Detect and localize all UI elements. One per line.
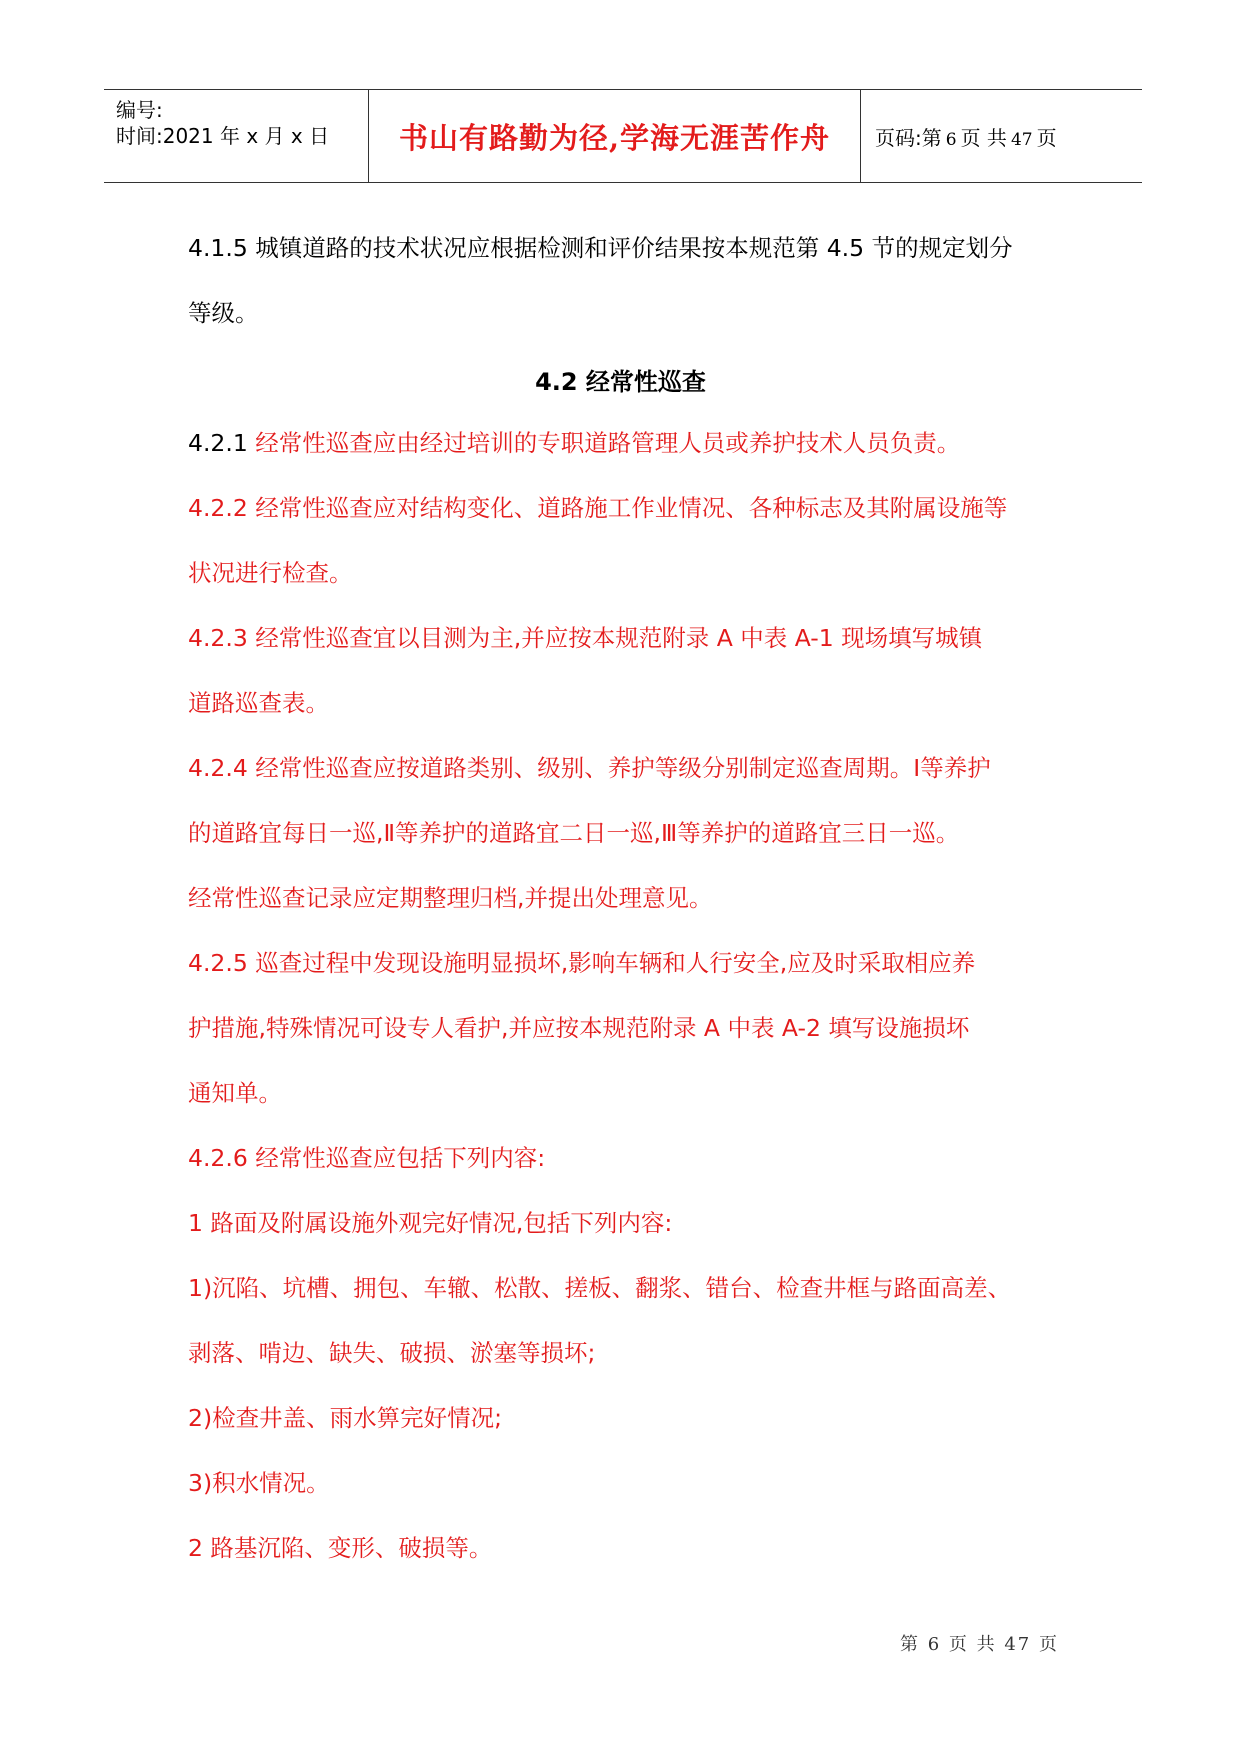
list-item-1-1-line-1: 1)沉陷、坑槽、拥包、车辙、松散、搓板、翻浆、错台、检查井框与路面高差、 xyxy=(188,1274,1012,1302)
page-current: 6 xyxy=(945,129,957,150)
page-mid: 页 共 xyxy=(960,125,1007,150)
paragraph-4-2-4-line-3: 经常性巡查记录应定期整理归档,并提出处理意见。 xyxy=(188,884,713,912)
paragraph-4-2-5-line-2: 护措施,特殊情况可设专人看护,并应按本规范附录 A 中表 A-2 填写设施损坏 xyxy=(188,1014,970,1042)
list-item-1-3: 3)积水情况。 xyxy=(188,1469,330,1497)
paragraph-4-1-5-line-2: 等级。 xyxy=(188,299,259,327)
header-page-code xyxy=(875,122,1057,151)
paragraph-4-2-1 xyxy=(188,428,960,458)
header-motto: 书山有路勤为径,学海无涯苦作舟 xyxy=(398,120,831,155)
paragraph-4-2-2-line-1: 4.2.2 经常性巡查应对结构变化、道路施工作业情况、各种标志及其附属设施等 xyxy=(188,494,1008,522)
page-suffix: 页 xyxy=(1036,125,1057,150)
document-time-label: 时间:2021 年 x 月 x 日 xyxy=(116,124,330,148)
paragraph-4-2-4-line-2: 的道路宜每日一巡,Ⅱ等养护的道路宜二日一巡,Ⅲ等养护的道路宜三日一巡。 xyxy=(188,819,960,847)
paragraph-4-2-5-line-3: 通知单。 xyxy=(188,1079,282,1107)
paragraph-4-2-5-line-1: 4.2.5 巡查过程中发现设施明显损坏,影响车辆和人行安全,应及时采取相应养 xyxy=(188,949,976,977)
list-item-1: 1 路面及附属设施外观完好情况,包括下列内容: xyxy=(188,1209,673,1237)
paragraph-4-2-3-line-2: 道路巡查表。 xyxy=(188,689,329,717)
paragraph-4-1-5-line-1: 4.1.5 城镇道路的技术状况应根据检测和评价结果按本规范第 4.5 节的规定划分 xyxy=(188,234,1013,262)
paragraph-4-2-2-line-2: 状况进行检查。 xyxy=(188,559,353,587)
page-header xyxy=(104,89,1142,183)
paragraph-4-2-1-text: 经常性巡查应由经过培训的专职道路管理人员或养护技术人员负责。 xyxy=(255,429,961,457)
paragraph-4-2-6: 4.2.6 经常性巡查应包括下列内容: xyxy=(188,1144,546,1172)
page-footer: 第 6 页 共 47 页 xyxy=(900,1634,1059,1655)
header-motto-cell xyxy=(368,90,861,182)
list-item-1-2: 2)检查井盖、雨水箅完好情况; xyxy=(188,1404,503,1432)
page-total: 47 xyxy=(1010,129,1033,150)
page-prefix: 页码:第 xyxy=(875,125,942,150)
paragraph-4-2-4-line-1: 4.2.4 经常性巡查应按道路类别、级别、养护等级分别制定巡查周期。Ⅰ等养护 xyxy=(188,754,991,782)
paragraph-4-2-3-line-1: 4.2.3 经常性巡查宜以目测为主,并应按本规范附录 A 中表 A-1 现场填写城镇 xyxy=(188,624,983,652)
section-title: 4.2 经常性巡查 xyxy=(535,368,706,396)
document-number-label: 编号: xyxy=(116,98,163,122)
list-item-1-1-line-2: 剥落、啃边、缺失、破损、淤塞等损坏; xyxy=(188,1339,596,1367)
header-info-cell xyxy=(104,90,368,182)
paragraph-4-2-1-number: 4.2.1 xyxy=(188,429,256,457)
list-item-2: 2 路基沉陷、变形、破损等。 xyxy=(188,1534,493,1562)
header-page-cell xyxy=(861,90,1142,182)
